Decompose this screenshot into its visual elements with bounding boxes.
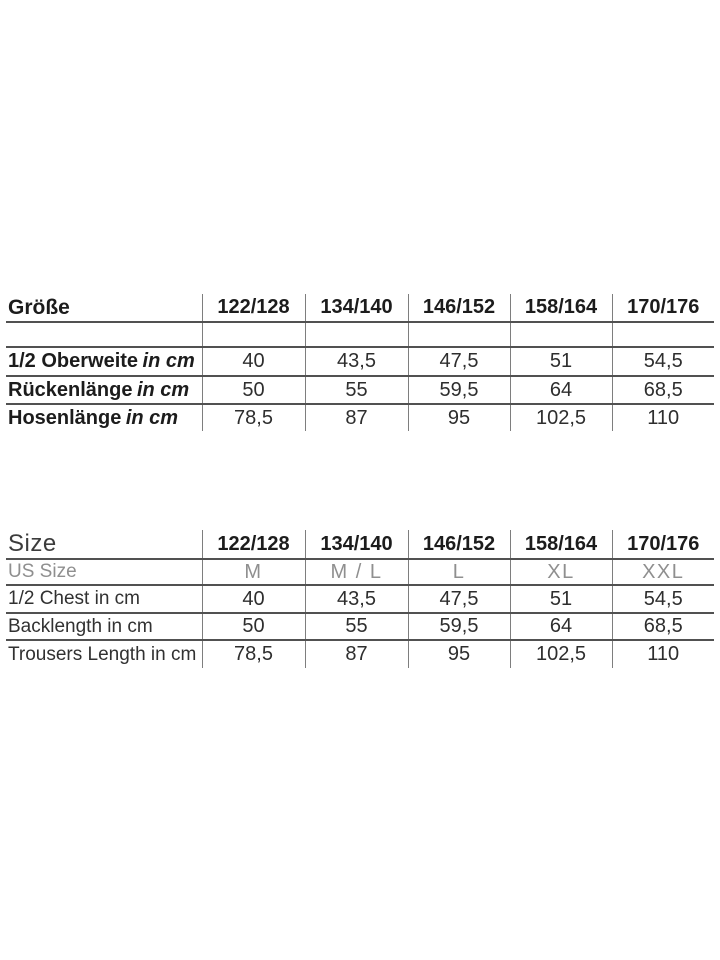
value-cell: 78,5	[202, 640, 305, 668]
row-label: Backlength in cm	[8, 615, 153, 637]
value-cell: 40	[202, 347, 305, 376]
english-us-size-row	[6, 559, 714, 585]
empty-cell	[408, 322, 510, 347]
row-label: 1/2 Chest in cm	[8, 588, 140, 609]
value-cell: 50	[202, 613, 305, 640]
value-cell: 47,5	[408, 585, 510, 613]
german-size-table	[6, 294, 714, 431]
english-row-backlength	[6, 613, 714, 640]
row-label-cell	[6, 640, 202, 668]
value-cell: 68,5	[612, 376, 714, 404]
empty-cell	[305, 322, 408, 347]
german-spacer-row	[6, 322, 714, 347]
value-cell: 51	[510, 347, 612, 376]
row-unit: in cm	[142, 350, 195, 372]
empty-cell	[202, 322, 305, 347]
row-label-cell	[6, 347, 202, 376]
value-cell: 110	[612, 404, 714, 431]
value-cell: 78,5	[202, 404, 305, 431]
value-cell: 43,5	[305, 585, 408, 613]
size-column-header: 122/128	[202, 530, 305, 559]
empty-cell	[612, 322, 714, 347]
german-row-hosenlaenge	[6, 404, 714, 431]
row-label-cell	[6, 559, 202, 585]
us-size-value: XXL	[612, 559, 714, 585]
row-label: Hosenlänge	[8, 406, 122, 429]
value-cell: 59,5	[408, 613, 510, 640]
english-size-title	[6, 530, 202, 559]
row-unit: in cm	[125, 406, 179, 429]
row-label: Rückenlänge	[8, 378, 133, 401]
german-row-oberweite	[6, 347, 714, 376]
value-cell: 68,5	[612, 613, 714, 640]
value-cell: 47,5	[408, 347, 510, 376]
value-cell: 87	[305, 404, 408, 431]
value-cell: 43,5	[305, 347, 408, 376]
row-label-cell	[6, 585, 202, 613]
english-row-trousers-length	[6, 640, 714, 668]
value-cell: 51	[510, 585, 612, 613]
english-size-table	[6, 530, 714, 668]
us-size-value: XL	[510, 559, 612, 585]
size-column-header: 134/140	[305, 530, 408, 559]
value-cell: 54,5	[612, 347, 714, 376]
value-cell: 95	[408, 404, 510, 431]
size-column-header: 134/140	[305, 294, 408, 322]
german-size-title	[6, 294, 202, 322]
row-unit: in cm	[136, 378, 190, 401]
groesse-label: Größe	[8, 295, 70, 319]
value-cell: 95	[408, 640, 510, 668]
us-size-value: M / L	[305, 559, 408, 585]
value-cell: 87	[305, 640, 408, 668]
value-cell: 50	[202, 376, 305, 404]
german-size-table-section	[6, 294, 714, 431]
row-label: 1/2 Oberweite	[8, 350, 139, 372]
english-header-row	[6, 530, 714, 559]
row-label-cell	[6, 404, 202, 431]
row-label: Trousers Length in cm	[8, 643, 197, 665]
english-row-chest	[6, 585, 714, 613]
value-cell: 102,5	[510, 404, 612, 431]
us-size-label: US Size	[8, 561, 77, 582]
value-cell: 64	[510, 376, 612, 404]
empty-cell	[6, 322, 202, 347]
value-cell: 55	[305, 376, 408, 404]
german-row-rueckenlaenge	[6, 376, 714, 404]
row-label-cell	[6, 376, 202, 404]
value-cell: 64	[510, 613, 612, 640]
value-cell: 59,5	[408, 376, 510, 404]
empty-cell	[510, 322, 612, 347]
size-column-header: 170/176	[612, 530, 714, 559]
size-column-header: 158/164	[510, 530, 612, 559]
us-size-value: L	[408, 559, 510, 585]
english-size-table-section	[6, 530, 714, 668]
size-column-header: 158/164	[510, 294, 612, 322]
size-column-header: 122/128	[202, 294, 305, 322]
german-header-row	[6, 294, 714, 322]
size-column-header: 146/152	[408, 294, 510, 322]
size-label: Size	[8, 530, 57, 557]
value-cell: 40	[202, 585, 305, 613]
row-label-cell	[6, 613, 202, 640]
value-cell: 102,5	[510, 640, 612, 668]
size-column-header: 146/152	[408, 530, 510, 559]
us-size-value: M	[202, 559, 305, 585]
value-cell: 110	[612, 640, 714, 668]
value-cell: 54,5	[612, 585, 714, 613]
value-cell: 55	[305, 613, 408, 640]
size-column-header: 170/176	[612, 294, 714, 322]
